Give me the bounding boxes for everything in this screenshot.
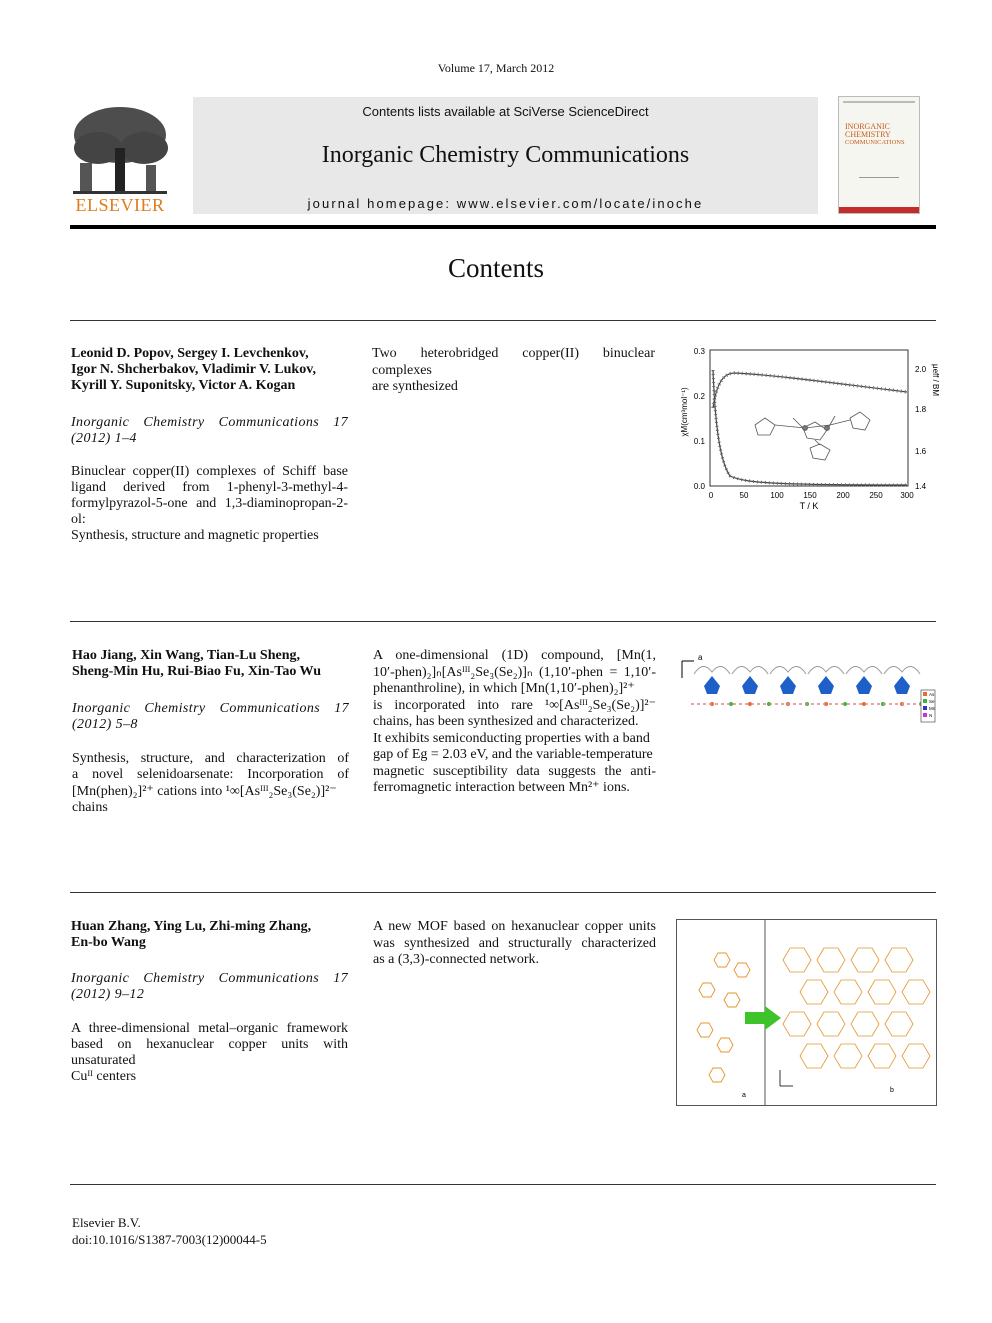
entry-abstract [372, 346, 655, 396]
ring [699, 983, 715, 997]
y-right-tick: 1.8 [915, 405, 927, 414]
section-divider [70, 621, 936, 622]
author-line: Huan Zhang, Ying Lu, Zhi-ming Zhang, [71, 919, 312, 934]
citation-line: Inorganic Chemistry Communications 17 [72, 701, 349, 716]
ring [697, 1023, 713, 1037]
author-line: Leonid D. Popov, Sergey I. Levchenkov, [71, 346, 309, 361]
contents-available-line: Contents lists available at SciVerse ScienceDirect [362, 104, 649, 119]
entry-abstract [373, 648, 656, 797]
network-node [885, 948, 913, 972]
panel-label-a: a [742, 1092, 746, 1099]
mn-polyhedron [704, 676, 720, 694]
network-node [800, 980, 828, 1004]
abstract-line: A one-dimensional (1D) compound, [Mn(1, [373, 648, 656, 663]
chain-units [694, 666, 923, 706]
author-line: En-bo Wang [71, 935, 146, 950]
entry-title[interactable] [71, 464, 348, 544]
network-node [834, 980, 862, 1004]
mu-data-points [713, 373, 907, 408]
entry-citation[interactable] [71, 971, 348, 1003]
mn-polyhedron [894, 676, 910, 694]
page-heading: Contents [447, 253, 544, 283]
network-node [817, 1012, 845, 1036]
y-left-tick: 0.3 [693, 347, 705, 356]
abstract-line: chains, has been synthesized and characterized. [373, 714, 639, 729]
phen-ligand [808, 666, 844, 674]
abstract-line: as a (3,3)-connected network. [373, 952, 539, 967]
elsevier-wordmark: ELSEVIER [75, 195, 165, 215]
x-tick: 50 [739, 491, 749, 500]
title-line: Synthesis, structure, and characterization of [72, 751, 349, 766]
hexanuclear-unit-drawing [697, 953, 750, 1082]
axis-indicator-icon [780, 1070, 793, 1086]
network-node [885, 1012, 913, 1036]
entry-citation[interactable] [71, 415, 348, 447]
plot-frame [710, 350, 908, 486]
abstract-line: A new MOF based on hexanuclear copper units [373, 919, 656, 934]
abstract-line: are synthesized [372, 379, 458, 394]
citation-line: Inorganic Chemistry Communications 17 [71, 971, 348, 986]
ring [724, 993, 740, 1007]
y-right-tick: 2.0 [915, 365, 927, 374]
cover-title-line: COMMUNICATIONS [845, 139, 905, 146]
abstract-line: magnetic susceptibility data suggests the anti- [373, 763, 656, 779]
arrow-icon [745, 1006, 781, 1030]
graphical-abstract-plot [675, 340, 940, 515]
elsevier-logo [68, 103, 172, 215]
entry-title[interactable] [71, 1021, 348, 1085]
x-axis-label: T / K [799, 501, 819, 511]
mn-polyhedron [818, 676, 834, 694]
entry-title[interactable] [72, 751, 349, 816]
journal-title: Inorganic Chemistry Communications [321, 142, 690, 168]
element-legend [921, 690, 936, 722]
network-node [868, 1044, 896, 1068]
ring [714, 953, 730, 967]
x-tick: 300 [900, 491, 914, 500]
title-line: A three-dimensional metal–organic framework [71, 1021, 348, 1036]
entry-authors [71, 346, 351, 394]
title-line: ligand derived from 1-phenyl-3-methyl-4- [71, 480, 348, 495]
author-line: Kyrill Y. Suponitsky, Victor A. Kogan [71, 378, 296, 393]
network-node [851, 948, 879, 972]
network-node [902, 1044, 930, 1068]
section-divider [70, 320, 936, 321]
journal-cover-thumbnail [838, 96, 920, 214]
title-line: Cuᴵᴵ centers [71, 1069, 137, 1084]
panel-label-b: b [890, 1087, 894, 1094]
cover-title-line: INORGANIC [845, 122, 890, 131]
phen-ligand [770, 666, 806, 674]
network-node [834, 1044, 862, 1068]
entry-citation[interactable] [72, 701, 349, 733]
author-line: Igor N. Shcherbakov, Vladimir V. Lukov, [71, 362, 316, 377]
y-left-tick: 0.2 [693, 392, 705, 401]
entry-authors [72, 648, 352, 680]
entry-authors [71, 919, 351, 951]
mn-polyhedron [742, 676, 758, 694]
network-node [902, 980, 930, 1004]
title-line: Binuclear copper(II) complexes of Schiff base [71, 464, 348, 479]
abstract-line: phenanthroline), in which [Mn(1,10′-phen)₂]²⁺ [373, 681, 635, 696]
abstract-line: Two heterobridged copper(II) binuclear complexes [372, 346, 655, 378]
y-right-axis-label: μeff / BM [931, 363, 940, 397]
abstract-line: gap of Eg = 2.03 eV, and the variable-temperature [373, 747, 653, 762]
x-tick: 200 [836, 491, 850, 500]
y-left-tick: 0.0 [693, 482, 705, 491]
ring [717, 1038, 733, 1052]
y-right-tick: 1.4 [915, 482, 927, 491]
legend-label: Se [929, 699, 935, 704]
network-node [817, 948, 845, 972]
x-tick: 150 [803, 491, 817, 500]
graphical-abstract-mof [676, 919, 937, 1106]
y-left-tick: 0.1 [693, 437, 705, 446]
footer-doi[interactable]: doi:10.1016/S1387-7003(12)00044-5 [72, 1232, 267, 1247]
citation-line: Inorganic Chemistry Communications 17 [71, 415, 348, 430]
title-line: a novel selenidoarsenate: Incorporation of [72, 767, 349, 782]
title-line: chains [72, 800, 108, 815]
legend-label: Mn [929, 706, 936, 711]
volume-line: Volume 17, March 2012 [437, 61, 555, 75]
mu-curve [713, 373, 907, 408]
entry-abstract [373, 919, 656, 969]
abstract-line: is incorporated into rare ¹∞[Asᴵᴵᴵ₂Se₃(Se₂)]²⁻ [373, 697, 656, 713]
legend-label: N [929, 713, 933, 718]
title-line: [Mn(phen)₂]²⁺ cations into ¹∞[Asᴵᴵᴵ₂Se₃(Se₂)]²⁻ [72, 784, 337, 799]
title-line: based on hexanuclear copper units with unsaturated [71, 1037, 348, 1068]
network-drawing [783, 948, 930, 1068]
footer-divider [70, 1184, 936, 1185]
y-left-axis-label: χM(cm³mol⁻¹) [680, 387, 689, 437]
ring [709, 1068, 725, 1082]
phen-ligand [694, 666, 730, 674]
phen-ligand [732, 666, 768, 674]
x-tick: 0 [708, 491, 714, 500]
network-node [851, 1012, 879, 1036]
abstract-line: was synthesized and structurally characterized [373, 935, 656, 951]
title-line: Synthesis, structure and magnetic properties [71, 528, 319, 543]
network-node [783, 1012, 811, 1036]
citation-line: (2012) 9–12 [71, 987, 145, 1002]
x-tick: 250 [869, 491, 883, 500]
cover-title-line: CHEMISTRY [845, 130, 891, 139]
phen-ligand [884, 666, 920, 674]
citation-line: (2012) 5–8 [72, 717, 138, 732]
axis-label: a [698, 653, 703, 662]
footer-publisher: Elsevier B.V. [72, 1215, 141, 1230]
abstract-line: It exhibits semiconducting properties with a band [373, 730, 650, 746]
network-node [783, 948, 811, 972]
author-line: Hao Jiang, Xin Wang, Tian-Lu Sheng, [72, 648, 300, 663]
network-node [800, 1044, 828, 1068]
mn-polyhedron [856, 676, 872, 694]
phen-ligand [846, 666, 882, 674]
header-rule [70, 225, 936, 229]
network-node [868, 980, 896, 1004]
abstract-line: 10′-phen)₂]ₙ[Asᴵᴵᴵ₂Se₃(Se₂)]ₙ (1,10′-phen = 1,10′- [373, 664, 656, 680]
graphical-abstract-chain [676, 648, 938, 728]
author-line: Sheng-Min Hu, Rui-Biao Fu, Xin-Tao Wu [72, 664, 322, 679]
citation-line: (2012) 1–4 [71, 431, 137, 446]
legend-label: As [929, 692, 935, 697]
mn-polyhedron [780, 676, 796, 694]
x-tick: 100 [770, 491, 784, 500]
ring [734, 963, 750, 977]
section-divider [70, 892, 936, 893]
molecule-inset [755, 412, 870, 460]
abstract-line: ferromagnetic interaction between Mn²⁺ ions. [373, 780, 630, 795]
axis-indicator-icon [682, 653, 703, 678]
title-line: formylpyrazol-5-one and 1,3-diaminopropan-2-ol: [71, 496, 348, 527]
journal-homepage: journal homepage: www.elsevier.com/locate/inoche [307, 196, 704, 211]
y-right-tick: 1.6 [915, 447, 927, 456]
